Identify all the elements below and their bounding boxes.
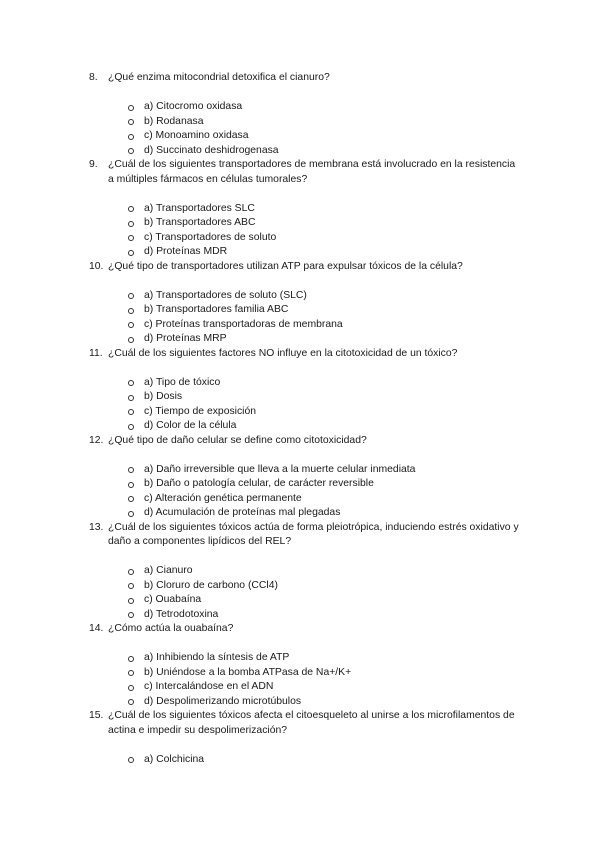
question-number: 13.: [89, 521, 104, 533]
question-text: ¿Cuál de los siguientes tóxicos actúa de forma pleiotrópica, induciendo estrés oxidativo y daño a componentes lipídicos del REL?: [108, 521, 519, 547]
question-text: ¿Qué enzima mitocondrial detoxifica el cianuro?: [108, 72, 330, 83]
option-list: [0, 753, 600, 768]
answer-option: [0, 680, 600, 695]
circle-bullet-icon: [128, 337, 134, 343]
circle-bullet-icon: [128, 380, 134, 386]
circle-bullet-icon: [128, 221, 134, 227]
option-text: d) Despolimerizando microtúbulos: [144, 695, 302, 707]
option-text: c) Transportadores de soluto: [144, 231, 277, 243]
answer-option: [0, 463, 600, 478]
spacer: [0, 448, 600, 463]
option-text: a) Tipo de tóxico: [144, 376, 221, 388]
question-block: [0, 347, 600, 434]
circle-bullet-icon: [128, 598, 134, 604]
answer-option: [0, 245, 600, 260]
question-number: 14.: [89, 623, 104, 634]
answer-option: [0, 332, 600, 347]
answer-option: [0, 419, 600, 434]
answer-option: [0, 144, 600, 159]
circle-bullet-icon: [128, 757, 134, 763]
question-text: ¿Cuál de los siguientes factores NO influye en la citotoxicidad de un tóxico?: [108, 347, 458, 359]
circle-bullet-icon: [128, 496, 134, 502]
circle-bullet-icon: [128, 670, 134, 676]
option-text: b) Transportadores ABC: [144, 217, 256, 228]
question: [0, 347, 600, 362]
answer-option: [0, 564, 600, 579]
option-text: a) Transportadores SLC: [144, 202, 255, 214]
question-block: [0, 71, 600, 158]
answer-option: [0, 318, 600, 333]
option-text: d) Tetrodotoxina: [144, 608, 219, 620]
option-list: [0, 564, 600, 622]
question-list: [0, 71, 600, 767]
option-text: b) Daño o patología celular, de carácter reversible: [144, 478, 374, 489]
option-text: b) Uniéndose a la bomba ATPasa de Na+/K+: [144, 666, 352, 678]
circle-bullet-icon: [128, 235, 134, 241]
circle-bullet-icon: [128, 148, 134, 154]
option-text: a) Colchicina: [144, 753, 205, 765]
question: [0, 521, 600, 550]
circle-bullet-icon: [128, 250, 134, 256]
option-list: [0, 376, 600, 434]
spacer: [0, 550, 600, 565]
option-text: c) Monoamino oxidasa: [144, 130, 249, 141]
circle-bullet-icon: [128, 206, 134, 212]
option-text: d) Proteínas MDR: [144, 246, 228, 257]
option-text: d) Color de la célula: [144, 420, 237, 431]
answer-option: [0, 216, 600, 231]
option-text: c) Ouabaína: [144, 594, 202, 605]
option-text: d) Proteínas MRP: [144, 333, 227, 344]
spacer: [0, 637, 600, 652]
option-list: [0, 100, 600, 158]
option-text: c) Alteración genética permanente: [144, 492, 302, 504]
option-text: c) Intercalándose en el ADN: [144, 681, 274, 692]
question: [0, 622, 600, 637]
question: [0, 260, 600, 275]
circle-bullet-icon: [128, 656, 134, 662]
option-text: c) Tiempo de exposición: [144, 405, 257, 417]
answer-option: [0, 651, 600, 666]
circle-bullet-icon: [128, 467, 134, 473]
circle-bullet-icon: [128, 308, 134, 314]
option-text: b) Transportadores familia ABC: [144, 304, 289, 315]
option-list: [0, 651, 600, 709]
option-text: c) Proteínas transportadoras de membrana: [144, 318, 343, 330]
circle-bullet-icon: [128, 105, 134, 111]
question: [0, 709, 600, 738]
question: [0, 158, 600, 187]
question-number: 9.: [89, 159, 98, 170]
circle-bullet-icon: [128, 612, 134, 618]
circle-bullet-icon: [128, 119, 134, 125]
question-text: ¿Qué tipo de transportadores utilizan ATP para expulsar tóxicos de la célula?: [108, 260, 463, 272]
question-text: ¿Qué tipo de daño celular se define como citotoxicidad?: [108, 434, 367, 446]
option-text: a) Daño irreversible que lleva a la muerte celular inmediata: [144, 463, 416, 475]
spacer: [0, 187, 600, 202]
answer-option: [0, 666, 600, 681]
circle-bullet-icon: [128, 482, 134, 488]
option-text: d) Acumulación de proteínas mal plegadas: [144, 507, 341, 518]
option-text: a) Transportadores de soluto (SLC): [144, 289, 307, 301]
circle-bullet-icon: [128, 569, 134, 575]
question-text: ¿Cuál de los siguientes tóxicos afecta el citoesqueleto al unirse a los microfilamentos de actina e impedir su despolimerización?: [108, 710, 515, 736]
answer-option: [0, 695, 600, 710]
answer-option: [0, 477, 600, 492]
circle-bullet-icon: [128, 511, 134, 517]
question-text: ¿Cómo actúa la ouabaína?: [108, 623, 234, 634]
question-block: [0, 434, 600, 521]
answer-option: [0, 405, 600, 420]
answer-option: [0, 593, 600, 608]
option-text: a) Cianuro: [144, 565, 193, 576]
option-text: b) Rodanasa: [144, 115, 204, 127]
circle-bullet-icon: [128, 685, 134, 691]
answer-option: [0, 506, 600, 521]
answer-option: [0, 202, 600, 217]
answer-option: [0, 303, 600, 318]
answer-option: [0, 289, 600, 304]
option-list: [0, 202, 600, 260]
option-text: d) Succinato deshidrogenasa: [144, 144, 279, 156]
circle-bullet-icon: [128, 322, 134, 328]
option-list: [0, 289, 600, 347]
circle-bullet-icon: [128, 409, 134, 415]
answer-option: [0, 579, 600, 594]
spacer: [0, 738, 600, 753]
question-block: [0, 622, 600, 709]
question-block: [0, 260, 600, 347]
answer-option: [0, 390, 600, 405]
spacer: [0, 361, 600, 376]
answer-option: [0, 376, 600, 391]
question-number: 11.: [89, 347, 103, 359]
question-number: 15.: [89, 710, 104, 721]
spacer: [0, 274, 600, 289]
circle-bullet-icon: [128, 293, 134, 299]
circle-bullet-icon: [128, 134, 134, 140]
question-block: [0, 158, 600, 260]
question-text: ¿Cuál de los siguientes transportadores de membrana está involucrado en la resistencia a múltiples fármacos en células tumorales?: [108, 159, 516, 185]
answer-option: [0, 115, 600, 130]
question-number: 8.: [89, 72, 98, 83]
option-text: a) Inhibiendo la síntesis de ATP: [144, 652, 290, 663]
circle-bullet-icon: [128, 395, 134, 401]
question-number: 10.: [89, 260, 104, 272]
circle-bullet-icon: [128, 583, 134, 589]
answer-option: [0, 231, 600, 246]
option-list: [0, 463, 600, 521]
circle-bullet-icon: [128, 424, 134, 430]
question: [0, 71, 600, 86]
answer-option: [0, 100, 600, 115]
answer-option: [0, 608, 600, 623]
circle-bullet-icon: [128, 699, 134, 705]
answer-option: [0, 753, 600, 768]
question-number: 12.: [89, 434, 104, 446]
answer-option: [0, 129, 600, 144]
question: [0, 434, 600, 449]
option-text: b) Cloruro de carbono (CCl4): [144, 579, 278, 591]
option-text: a) Citocromo oxidasa: [144, 101, 243, 112]
answer-option: [0, 492, 600, 507]
question-block: [0, 521, 600, 623]
spacer: [0, 86, 600, 101]
option-text: b) Dosis: [144, 391, 183, 402]
question-block: [0, 709, 600, 767]
